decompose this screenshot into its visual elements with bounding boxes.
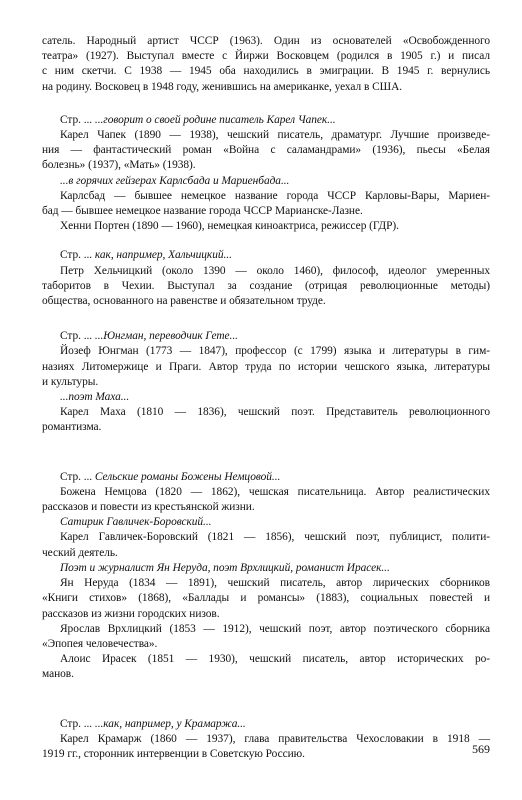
text-line	[42, 591, 490, 606]
line-text: Карел Гавличек-Боровский (1821 — 1856), чешский поэт, публицист, полити-	[60, 531, 490, 544]
line-text: рассказов и повести из крестьянской жизни.	[42, 501, 255, 514]
note-block	[42, 470, 490, 683]
text-line	[42, 667, 490, 682]
text-line	[42, 546, 490, 561]
line-text: Поэт и журналист Ян Неруда, поэт Врхлицкий, романист Ирасек...	[60, 561, 390, 574]
reference-line	[42, 390, 490, 405]
text-line	[42, 49, 490, 64]
text-line	[42, 652, 490, 667]
line-text: общества, основанного на равенстве и обязательном труде.	[42, 295, 326, 308]
line-text: «Эпопея человечества».	[42, 637, 158, 650]
line-text: сатель. Народный артист ЧССР (1963). Один из основателей «Освобожденного	[42, 35, 490, 47]
page-ref-prefix: Стр. ...	[60, 249, 95, 262]
line-text: «Книги стихов» (1868), «Баллады и романсы» (1883), социальных повестей и	[42, 592, 490, 605]
text-line	[42, 344, 490, 359]
text-line	[42, 530, 490, 545]
reference-line	[42, 470, 490, 485]
line-text: Ян Неруда (1834 — 1891), чешский писатель, автор лирических сборников	[60, 577, 490, 590]
text-line	[42, 264, 490, 279]
page-body	[42, 34, 490, 762]
reference-line	[42, 248, 490, 263]
line-text: болезнь» (1937), «Мать» (1938).	[42, 159, 196, 172]
line-text: Петр Хельчицкий (около 1390 — около 1460), философ, идеолог умеренных	[60, 264, 490, 277]
paragraph-gap	[42, 234, 490, 248]
line-text: Сельские романы Божены Немцовой...	[94, 470, 281, 483]
note-block	[42, 113, 490, 235]
line-text: ...в горячих гейзерах Карлсбада и Мариенбада...	[60, 174, 290, 187]
text-line	[42, 143, 490, 158]
line-text: на родину. Восковец в 1948 году, женившись на американке, уехал в США.	[42, 80, 403, 93]
text-line	[42, 420, 490, 435]
page-ref-prefix: Стр. ...	[60, 717, 95, 730]
page-number: 569	[472, 742, 490, 756]
text-line	[42, 64, 490, 79]
text-line	[42, 637, 490, 652]
page-ref-prefix: Стр. ...	[60, 470, 95, 483]
line-text: рассказов из жизни городских низов.	[42, 607, 220, 620]
note-block	[42, 717, 490, 763]
text-line	[42, 219, 490, 234]
reference-line	[42, 329, 490, 344]
line-text: Сатирик Гавличек-Боровский...	[60, 516, 212, 529]
line-text: Карел Маха (1810 — 1836), чешский поэт. Представитель революционного	[60, 406, 490, 419]
text-line	[42, 576, 490, 591]
line-text: Карел Крамарж (1860 — 1937), глава правительства Чехословакии в 1918 —	[60, 732, 490, 745]
line-text: и культуры.	[42, 375, 99, 388]
text-line	[42, 732, 490, 747]
reference-line	[42, 174, 490, 189]
line-text: с ним скетчи. С 1938 — 1945 оба находились в эмиграции. В 1945 г. вернулись	[42, 65, 490, 78]
text-line	[42, 607, 490, 622]
text-line	[42, 128, 490, 143]
text-line	[42, 34, 490, 49]
text-line	[42, 500, 490, 515]
note-block	[42, 329, 490, 435]
line-text: бад — бывшее немецкое название города ЧССР Марианске-Лазне.	[42, 205, 363, 218]
line-text: 1919 гг., сторонник интервенции в Советскую Россию.	[42, 747, 305, 760]
line-text: Божена Немцова (1820 — 1862), чешская писательница. Автор реалистических	[60, 485, 490, 498]
text-line	[42, 375, 490, 390]
line-text: Ярослав Врхлицкий (1853 — 1912), чешский поэт, автор поэтического сборника	[60, 622, 490, 635]
line-text: ния — фантастический роман «Война с саламандрами» (1936), пьесы «Белая	[42, 144, 490, 157]
reference-line	[42, 515, 490, 530]
line-text: ...Юнгман, переводчик Гете...	[94, 330, 238, 343]
line-text: Алоис Ирасек (1851 — 1930), чешский писатель, автор исторических ро-	[60, 653, 490, 666]
reference-line	[42, 717, 490, 732]
paragraph-gap	[42, 95, 490, 113]
line-text: манов.	[42, 668, 74, 681]
text-line	[42, 189, 490, 204]
line-text: как, например, Хальчицкий...	[94, 249, 232, 262]
line-text: ческий деятель.	[42, 546, 118, 559]
text-line	[42, 204, 490, 219]
text-line	[42, 279, 490, 294]
line-text: ...поэт Маха...	[60, 391, 130, 404]
line-text: назиях Литомержице и Праги. Автор труда по истории чешского языка, литературы	[42, 360, 490, 373]
text-line	[42, 294, 490, 309]
line-text: Карлсбад — бывшее немецкое название города ЧССР Карловы-Вары, Мариен-	[60, 189, 490, 202]
line-text: романтизма.	[42, 421, 102, 434]
page-ref-prefix: Стр. ...	[60, 113, 95, 126]
text-line	[42, 405, 490, 420]
line-text: ...говорит о своей родине писатель Карел Чапек...	[94, 113, 336, 126]
note-block	[42, 248, 490, 309]
paragraph-gap	[42, 436, 490, 470]
line-text: таборитов в Чехии. Выступал за создание (отрицая революционные методы)	[42, 279, 490, 292]
line-text: Йозеф Юнгман (1773 — 1847), профессор (с 1799) языка и литературы в гим-	[60, 345, 490, 358]
line-text: ...как, например, у Крамаржа...	[94, 717, 246, 730]
reference-line	[42, 561, 490, 576]
line-text: Карел Чапек (1890 — 1938), чешский писатель, драматург. Лучшие произведе-	[60, 129, 490, 142]
line-text: театра» (1927). Выступал вместе с Йиржи Восковцем (родился в 1905 г.) и писал	[42, 50, 490, 63]
text-line	[42, 158, 490, 173]
page-ref-prefix: Стр. ...	[60, 330, 95, 343]
paragraph-gap	[42, 309, 490, 329]
text-line	[42, 80, 490, 95]
text-line	[42, 747, 490, 762]
text-line	[42, 360, 490, 375]
note-block	[42, 34, 490, 95]
paragraph-gap	[42, 683, 490, 717]
text-line	[42, 622, 490, 637]
reference-line	[42, 113, 490, 128]
line-text: Хенни Портен (1890 — 1960), немецкая киноактриса, режиссер (ГДР).	[60, 220, 399, 233]
text-line	[42, 485, 490, 500]
